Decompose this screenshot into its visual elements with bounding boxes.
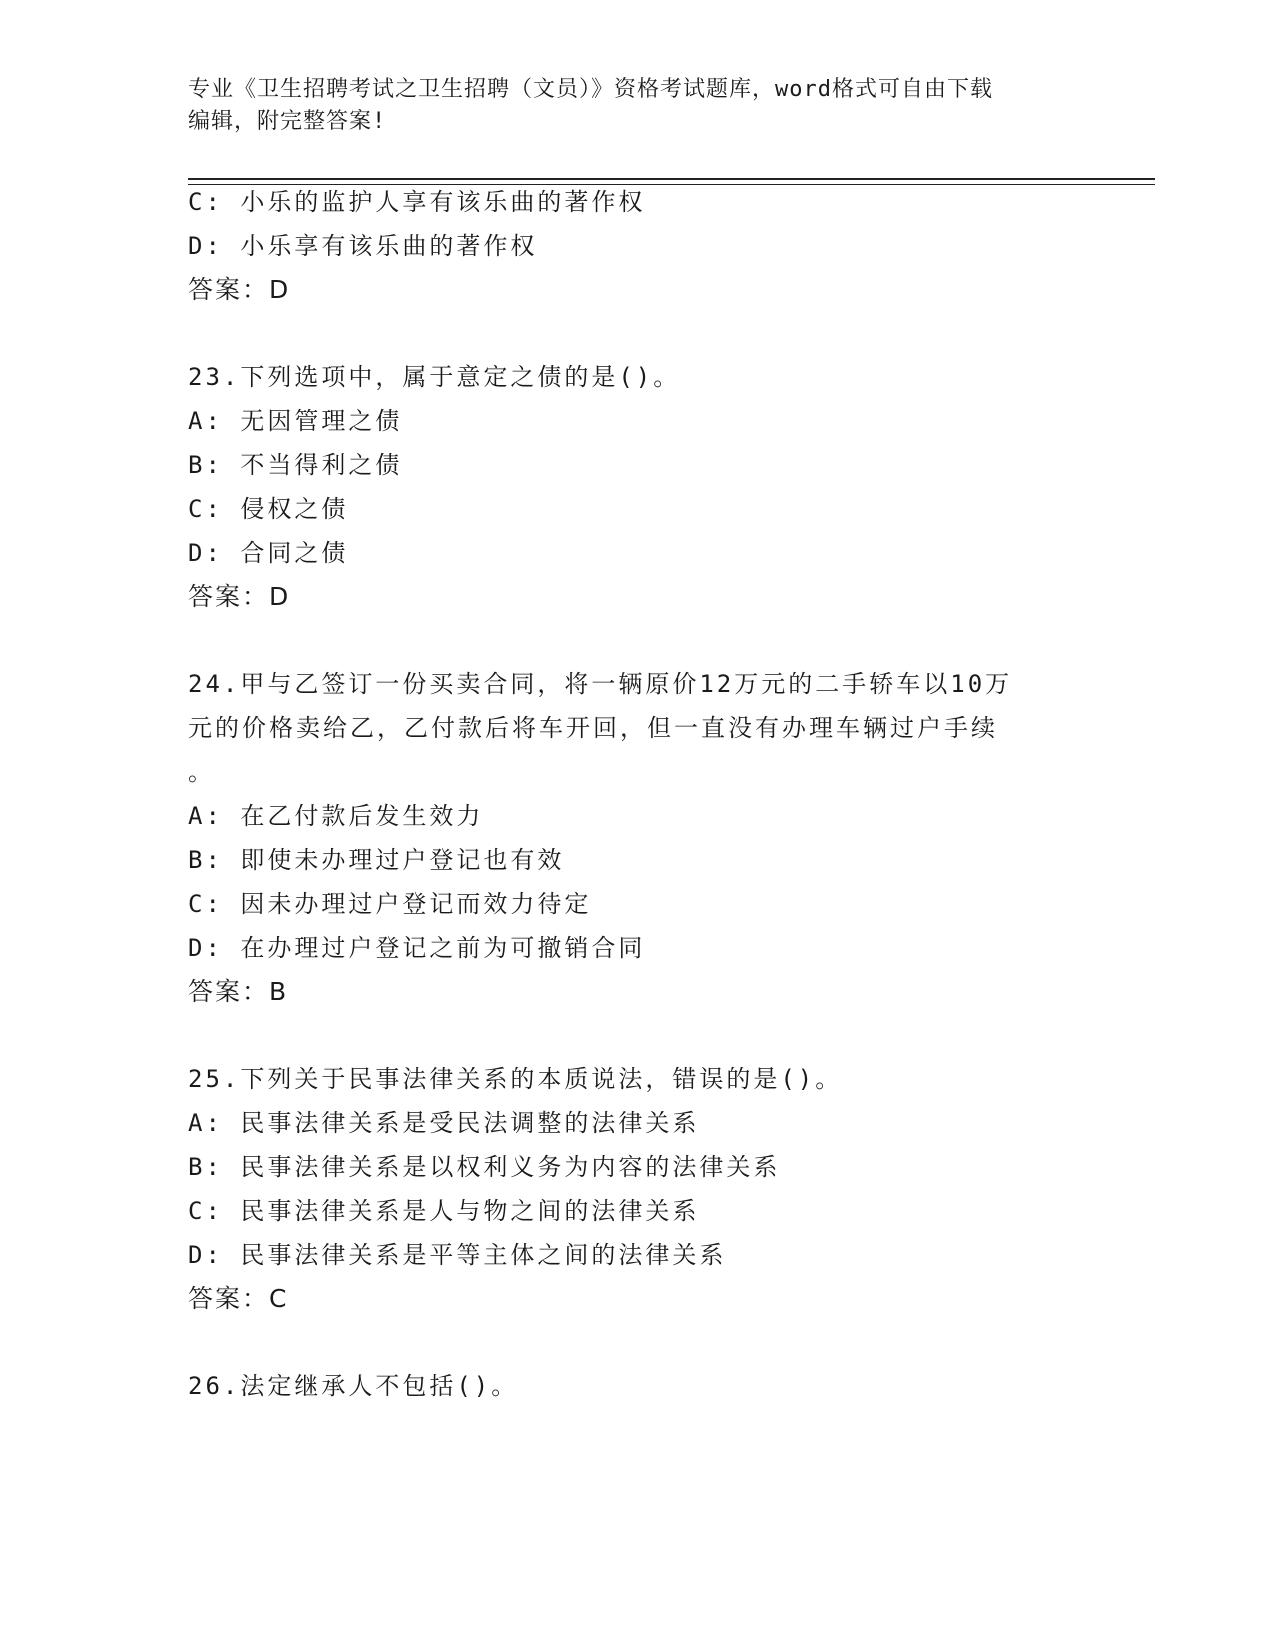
q24-option-c: C: 因未办理过户登记而效力待定 xyxy=(188,890,592,918)
q23-answer: 答案：D xyxy=(188,582,291,611)
document-header xyxy=(188,74,1088,138)
header-line-2: 编辑，附完整答案! xyxy=(188,109,387,134)
q26-stem: 26.法定继承人不包括()。 xyxy=(188,1372,519,1400)
q25-answer: 答案：C xyxy=(188,1284,289,1313)
q25-option-a: A: 民事法律关系是受民法调整的法律关系 xyxy=(188,1109,700,1137)
q22-option-d: D: 小乐享有该乐曲的著作权 xyxy=(188,232,538,260)
q24-option-b: B: 即使未办理过户登记也有效 xyxy=(188,846,565,874)
q23-stem: 23.下列选项中，属于意定之债的是()。 xyxy=(188,363,681,391)
q24-option-a: A: 在乙付款后发生效力 xyxy=(188,802,484,830)
q24-stem-line-1: 24.甲与乙签订一份买卖合同，将一辆原价12万元的二手轿车以10万 xyxy=(188,670,1013,698)
q24-stem-line-2: 元的价格卖给乙，乙付款后将车开回，但一直没有办理车辆过户手续 xyxy=(188,714,998,742)
header-line-1: 专业《卫生招聘考试之卫生招聘（文员）》资格考试题库，word格式可自由下载 xyxy=(188,77,993,102)
q23-option-a: A: 无因管理之债 xyxy=(188,407,403,435)
q24-answer: 答案：B xyxy=(188,977,289,1006)
q24-option-d: D: 在办理过户登记之前为可撤销合同 xyxy=(188,934,646,962)
q23-option-d: D: 合同之债 xyxy=(188,539,349,567)
q25-stem: 25.下列关于民事法律关系的本质说法，错误的是()。 xyxy=(188,1065,843,1093)
q25-option-d: D: 民事法律关系是平等主体之间的法律关系 xyxy=(188,1241,727,1269)
q23-option-b: B: 不当得利之债 xyxy=(188,451,403,479)
q25-option-c: C: 民事法律关系是人与物之间的法律关系 xyxy=(188,1197,700,1225)
q25-option-b: B: 民事法律关系是以权利义务为内容的法律关系 xyxy=(188,1153,781,1181)
q22-option-c: C: 小乐的监护人享有该乐曲的著作权 xyxy=(188,188,646,216)
q22-answer: 答案：D xyxy=(188,275,291,304)
q24-stem-line-3: 。 xyxy=(188,758,215,786)
header-divider-thick xyxy=(188,178,1155,180)
q23-option-c: C: 侵权之债 xyxy=(188,495,349,523)
